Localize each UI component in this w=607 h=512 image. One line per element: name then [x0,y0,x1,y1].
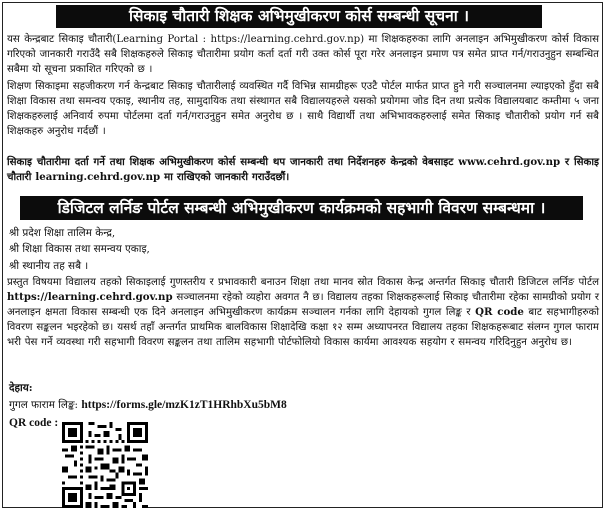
google-form-label: गुगल फाराम लिङ्क: [9,399,79,411]
dehay-label: देहाय: [9,382,33,394]
body-text-mid: सञ्चालनमा रहेको व्यहोरा अवगत नै छ। विद्यालय तहका शिक्षकहरूलाई सिकाइ चौतारीमा रहेका सामग्रीको प्रयोग र अनलाइन क्षमता विकास सम्बन्धी एक दिने अनलाइन अभिमुखीकरण कार्यक्रम सञ्चालन गर्नका लागि देहायको गुगल लिङ्क र [7,292,599,318]
notice-body-paragraph [7,275,599,350]
addressee-line: श्री स्थानीय तह सबै । [9,260,89,272]
notice-title-digital-portal: डिजिटल लर्निङ पोर्टल सम्बन्धी अभिमुखीकरण कार्यक्रमको सहभागी विवरण सम्बन्धमा । [20,196,583,220]
addressee-line: श्री शिक्षा विकास तथा समन्वय एकाइ, [9,243,150,255]
qr-code-text: QR code [475,306,524,318]
notice-paragraph-3: सिकाइ चौतारीमा दर्ता गर्ने तथा शिक्षक अभिमुखीकरण कोर्स सम्बन्धी थप जानकारी तथा निर्देशनहरु केन्द्रको वेबसाइट www.cehrd.gov.np र सिकाइ चौतारी learning.cehrd.gov.np मा राखिएको जानकारी गराउँदछौं। [7,156,599,183]
qr-code-label: QR code : [9,417,59,429]
notice-paragraph-1: यस केन्द्रबाट सिकाइ चौतारी(Learning Portal : https://learning.cehrd.gov.np) मा शिक्षकहरुका लागि अनलाइन अभिमुखीकरण कोर्स विकास गरिएको जानकारी गराउँदै सबै शिक्षकहरुले सिकाइ चौतारीमा प्रयोग कर्ता दर्ता गरी उक्त कोर्स पूरा गरेर अनलाइन प्रमाण पत्र समेत प्राप्त गर्न/गराउनुहुन सम्बन्धित सबैमा यो सूचना प्रकाशित गरिएको छ । [7,34,599,75]
google-form-line [9,398,287,413]
qr-code-icon[interactable] [62,422,148,508]
notice-paragraph-2: शिक्षण सिकाइमा सहजीकरण गर्न केन्द्रबाट सिकाइ चौतारीलाई व्यवस्थित गर्दै विभिन्न सामग्रीहरू एउटै पोर्टल मार्फत प्राप्त हुने गरी सञ्चालनमा ल्याइएको हुँदा सबै शिक्षा विकास तथा समन्वय एकाइ, स्थानीय तह, सामुदायिक तथा संस्थागत सबै विद्यालयहरुले यसको प्रयोगमा जोड दिन तथा प्रत्येक विद्यालयबाट कम्तीमा ५ जना शिक्षकहरुलाई अनिवार्य रुपमा पोर्टलमा दर्ता गर्न/गराउनुहुन समेत अनुरोध छ । साथै विद्यार्थी तथा अभिभावकहरुलाई समेत सिकाइ चौतारीको प्रयोग गर्न सबै शिक्षकहरु अनुरोध गर्दछौं । [7,81,599,137]
google-form-link[interactable]: https://forms.gle/mzK1zT1HRhbXu5bM8 [81,399,287,411]
portal-link[interactable]: https://learning.cehrd.gov.np [7,291,173,303]
addressee-line: श्री प्रदेश शिक्षा तालिम केन्द्र, [9,227,116,239]
body-text-end: बाट सहभागीहरुको विवरण सङ्कलन भइरहेको छ। यसर्थ तहाँ अन्तर्गत प्राथमिक बालविकास शिक्षादेखि कक्षा १२ सम्म अध्यापनरत विद्यालय तहका शिक्षकहरूबाट संलग्न गुगल फाराम भरी पेस गर्ने व्यवस्था गरी सहभागी विवरण सङ्कलन तथा तालिम सहभागी पोर्टफोलियो विकास कार्यमा आवश्यक सहयोग र समन्वय गरिदिनुहुन अनुरोध छ। [7,307,599,348]
notice-title-orientation-course: सिकाइ चौतारी शिक्षक अभिमुखीकरण कोर्स सम्बन्धी सूचना । [56,5,542,28]
body-text-start: प्रस्तुत विषयमा विद्यालय तहको सिकाइलाई गुणस्तरीय र प्रभावकारी बनाउन शिक्षा तथा मानव स्रोत विकास केन्द्र अन्तर्गत सिकाइ चौतारी डिजिटल लर्निङ पोर्टल [7,277,599,288]
